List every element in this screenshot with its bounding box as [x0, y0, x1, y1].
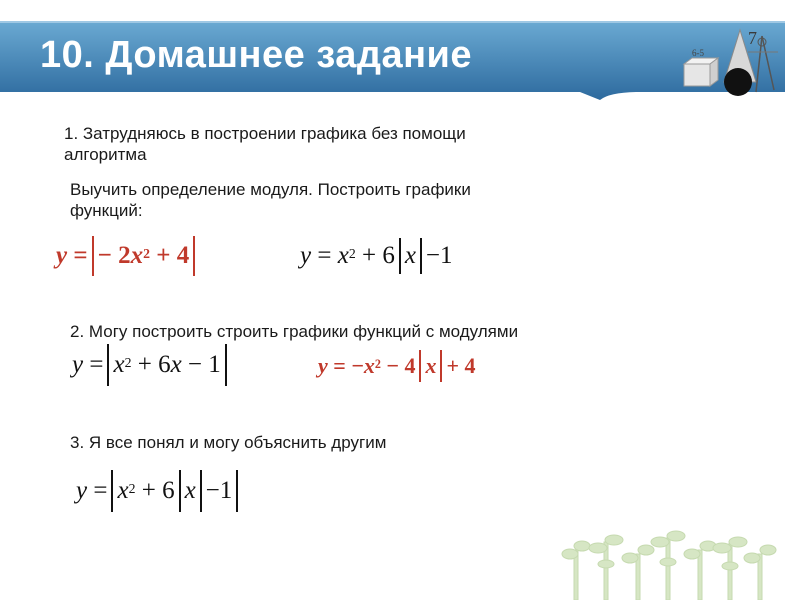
- level2-formula-a: y = x $^2$ + 6 x − 1: [72, 344, 231, 386]
- level3-formula: y = x $^2$ + 6 x − 1: [76, 470, 242, 512]
- level1-heading-line2: алгоритма: [64, 145, 147, 164]
- level1-task-line2: функций:: [70, 201, 143, 220]
- level1-formula-a: y = − 2 x $^2$ + 4: [56, 236, 199, 276]
- abs-bar-left: [92, 236, 94, 276]
- logo-small-text: 6-5: [692, 48, 704, 58]
- level1-heading-line1: 1. Затрудняюсь в построении графика без помощи: [64, 124, 466, 143]
- level2-heading: 2. Могу построить строить графики функций с модулями: [70, 322, 519, 341]
- logo-number: 7: [748, 28, 757, 48]
- page-title: 10. Домашнее задание: [40, 34, 473, 76]
- level1-task-line1: Выучить определение модуля. Построить графики: [70, 180, 471, 199]
- level2-formula-b: y = − x $^2$ − 4 x + 4: [318, 350, 476, 382]
- abs-bar-right: [193, 236, 195, 276]
- level3-heading: 3. Я все понял и могу объяснить другим: [70, 433, 387, 452]
- geometry-shapes-icon: [678, 22, 790, 100]
- decorative-sprouts-icon: [560, 520, 790, 600]
- level1-formula-b: y = x $^2$ + 6 x − 1: [300, 238, 453, 274]
